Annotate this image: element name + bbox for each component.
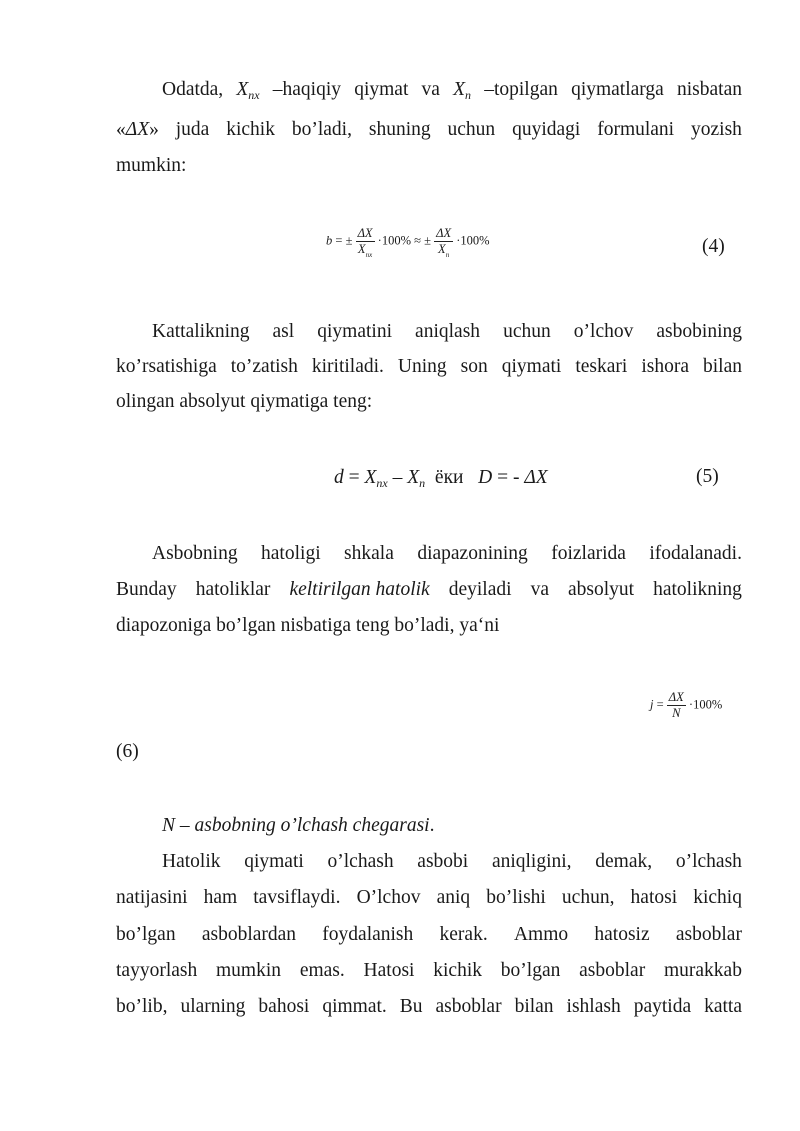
word: bo’lishi bbox=[486, 887, 546, 908]
word: Hatosi bbox=[363, 960, 415, 981]
word: hatoligi bbox=[261, 543, 321, 564]
p2-line2 bbox=[116, 355, 742, 379]
word: ham bbox=[203, 887, 238, 908]
word: asbobi bbox=[417, 851, 469, 872]
p1-line3: mumkin: bbox=[116, 155, 187, 176]
word: qiymat bbox=[354, 79, 409, 100]
word: aniq bbox=[436, 887, 471, 908]
word: hatosiz bbox=[594, 924, 650, 945]
equation-5-label: (5) bbox=[696, 466, 719, 487]
p2-line1 bbox=[152, 320, 742, 344]
word: formulani bbox=[597, 119, 675, 140]
word: asboblar bbox=[435, 996, 502, 1017]
word: nisbatan bbox=[677, 79, 742, 100]
word: Hatolik bbox=[162, 851, 221, 872]
word: O’lchov bbox=[356, 887, 421, 908]
word: shuning bbox=[368, 119, 431, 140]
word: juda bbox=[175, 119, 210, 140]
equation-5: $d = X_{nx} - X_n$ ёки D = - ΔX bbox=[334, 467, 548, 490]
word: Kattalikning bbox=[152, 321, 250, 342]
word: va bbox=[421, 79, 440, 100]
word: emas. bbox=[299, 960, 345, 981]
word: ishlash bbox=[566, 996, 621, 1017]
word: murakkab bbox=[663, 960, 742, 981]
word: qimmat. bbox=[322, 996, 387, 1017]
word: Uning bbox=[397, 356, 447, 377]
word: natijasini bbox=[116, 887, 188, 908]
word: aniqlash bbox=[415, 321, 481, 342]
word: ko’rsatishiga bbox=[116, 356, 217, 377]
word: Asbobning bbox=[152, 543, 238, 564]
term-italic: keltirilgan hatolik bbox=[289, 579, 430, 600]
word: shkala bbox=[344, 543, 394, 564]
word: foizlarida bbox=[551, 543, 626, 564]
word: uchun bbox=[447, 119, 496, 140]
equation-6: j = $\frac{\Delta X}{N}$ ·100% bbox=[650, 690, 723, 720]
word: tavsiflaydi. bbox=[253, 887, 341, 908]
p5-line2 bbox=[116, 886, 742, 910]
p1-line2 bbox=[116, 118, 742, 142]
word: bo’lib, bbox=[116, 996, 168, 1017]
word: –haqiqiy bbox=[272, 79, 342, 100]
word: o’lchash bbox=[327, 851, 394, 872]
word: mumkin bbox=[216, 960, 282, 981]
p3-line1 bbox=[152, 542, 742, 566]
p4-line1: N – asbobning o’lchash chegarasi. bbox=[162, 815, 435, 836]
word: hatolikning bbox=[653, 579, 742, 600]
delta-x-quoted: «ΔX» bbox=[116, 119, 159, 140]
word: hatosi bbox=[630, 887, 678, 908]
word: uchun bbox=[503, 321, 551, 342]
word: asbobining bbox=[656, 321, 742, 342]
word: deyiladi bbox=[448, 579, 512, 600]
word: asboblardan bbox=[201, 924, 297, 945]
word: kiritiladi. bbox=[311, 356, 384, 377]
word: quyidagi bbox=[512, 119, 581, 140]
word: katta bbox=[704, 996, 742, 1017]
word: kichiq bbox=[693, 887, 742, 908]
word: bilan bbox=[702, 356, 742, 377]
p3-line2 bbox=[116, 578, 742, 602]
word: ularning bbox=[180, 996, 246, 1017]
word: to’zatish bbox=[230, 356, 298, 377]
word: asl bbox=[272, 321, 295, 342]
word: kichik bbox=[226, 119, 275, 140]
equation-4: b = ± $\frac{\Delta X}{X_{nx}}$ ·100% ≈ ± $\frac{\Delta X}{X_n}$ ·100% bbox=[326, 226, 490, 259]
word: Bunday bbox=[116, 579, 177, 600]
word: kichik bbox=[433, 960, 482, 981]
word: o’lchash bbox=[675, 851, 742, 872]
equation-4-label: (4) bbox=[702, 236, 725, 257]
word: kerak. bbox=[439, 924, 488, 945]
word: bo’ladi, bbox=[291, 119, 352, 140]
x-n: $X_n$ bbox=[453, 79, 472, 102]
word: bo’lgan bbox=[500, 960, 561, 981]
word: qiymatini bbox=[317, 321, 392, 342]
word: bilan bbox=[514, 996, 554, 1017]
word: son bbox=[460, 356, 488, 377]
word: absolyut bbox=[568, 579, 635, 600]
word: bo’lgan bbox=[116, 924, 176, 945]
word: qiymatlarga bbox=[571, 79, 664, 100]
word: diapazonining bbox=[417, 543, 528, 564]
word: yozish bbox=[691, 119, 742, 140]
word: bahosi bbox=[258, 996, 310, 1017]
word: demak, bbox=[595, 851, 653, 872]
word: foydalanish bbox=[322, 924, 414, 945]
p2-line3: olingan absolyut qiymatiga teng: bbox=[116, 391, 373, 412]
word: –topilgan bbox=[484, 79, 558, 100]
word: asboblar bbox=[579, 960, 646, 981]
p5-line4 bbox=[116, 959, 742, 983]
word: ifodalanadi. bbox=[649, 543, 742, 564]
word: aniqligini, bbox=[491, 851, 572, 872]
word: Odatda, bbox=[162, 79, 224, 100]
word: va bbox=[530, 579, 549, 600]
word: tayyorlash bbox=[116, 960, 198, 981]
word: Ammo bbox=[513, 924, 569, 945]
word: o’lchov bbox=[573, 321, 634, 342]
p3-line3: diapozoniga bo’lgan nisbatiga teng bo’ladi, ya‘ni bbox=[116, 615, 500, 636]
p1-line1 bbox=[162, 78, 742, 102]
word: paytida bbox=[633, 996, 692, 1017]
x-nx: $X_{nx}$ bbox=[236, 79, 260, 102]
p5-line1 bbox=[162, 850, 742, 874]
p5-line3 bbox=[116, 923, 742, 947]
word: teskari bbox=[575, 356, 628, 377]
word: uchun, bbox=[561, 887, 615, 908]
word: hatoliklar bbox=[195, 579, 271, 600]
word: Bu bbox=[399, 996, 423, 1017]
equation-6-label: (6) bbox=[116, 741, 139, 762]
word: qiymati bbox=[501, 356, 562, 377]
word: qiymati bbox=[244, 851, 304, 872]
word: ishora bbox=[641, 356, 689, 377]
p5-line5 bbox=[116, 995, 742, 1019]
word: asboblar bbox=[675, 924, 742, 945]
